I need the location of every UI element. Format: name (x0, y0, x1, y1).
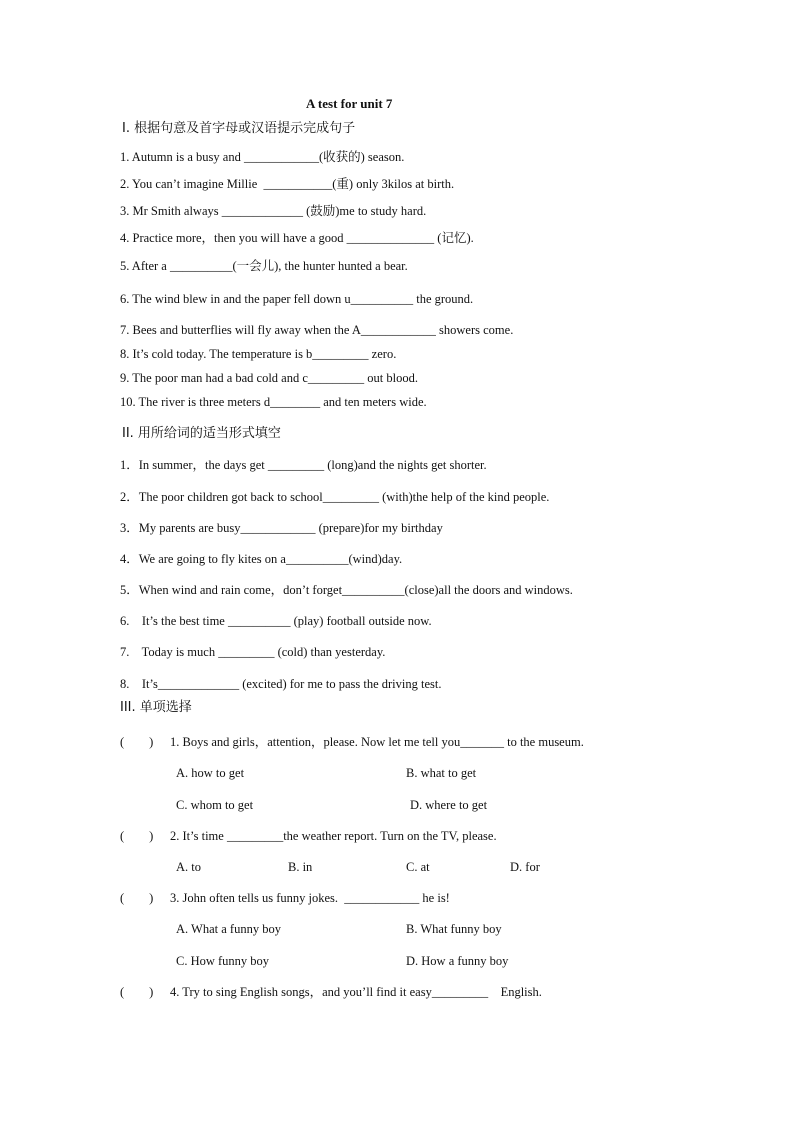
answer-bracket-q4: ( ) (120, 985, 154, 999)
s1-item-3: 3. Mr Smith always _____________ (鼓励)me to study hard. (120, 204, 427, 218)
s1-item-10: 10. The river is three meters d________ and ten meters wide. (120, 395, 427, 409)
q2-option-d: D. for (510, 860, 540, 874)
q2-option-c: C. at (406, 860, 430, 874)
s1-item-5: 5. After a __________(一会儿), the hunter hunted a bear. (120, 259, 408, 273)
answer-bracket-q2: ( ) (120, 829, 154, 843)
s2-item-1: 1．In summer，the days get _________ (long)and the nights get shorter. (120, 458, 487, 472)
q2-stem: 2. It’s time _________the weather report. Turn on the TV, please. (170, 829, 497, 843)
s2-item-5: 5．When wind and rain come，don’t forget__________(close)all the doors and windows. (120, 583, 573, 597)
s2-item-3: 3．My parents are busy____________ (prepare)for my birthday (120, 521, 443, 535)
q3-option-c: C. How funny boy (176, 954, 270, 968)
s2-item-7: 7. Today is much _________ (cold) than yesterday. (120, 645, 386, 659)
s1-item-7: 7. Bees and butterflies will fly away when the A____________ showers come. (120, 323, 514, 337)
s1-item-9: 9. The poor man had a bad cold and c_________ out blood. (120, 371, 418, 385)
s2-item-8: 8. It’s_____________ (excited) for me to pass the driving test. (120, 677, 442, 691)
q1-option-b: B. what to get (406, 766, 477, 780)
s1-item-1: 1. Autumn is a busy and ____________(收获的) season. (120, 150, 405, 164)
s2-item-4: 4．We are going to fly kites on a__________(wind)day. (120, 552, 403, 566)
q2-option-a: A. to (176, 860, 201, 874)
answer-bracket-q1: ( ) (120, 735, 154, 749)
q1-stem: 1. Boys and girls，attention，please. Now let me tell you_______ to the museum. (170, 735, 584, 749)
page-title: A test for unit 7 (306, 96, 393, 111)
q2-option-b: B. in (288, 860, 313, 874)
q3-option-a: A. What a funny boy (176, 922, 281, 936)
s1-item-4: 4. Practice more，then you will have a good ______________ (记忆). (120, 231, 474, 245)
q3-option-b: B. What funny boy (406, 922, 502, 936)
section-1-heading: Ⅰ. 根据句意及首字母或汉语提示完成句子 (122, 121, 356, 136)
q3-stem: 3. John often tells us funny jokes. ____________ he is! (170, 891, 450, 905)
section-2-heading: II. 用所给词的适当形式填空 (122, 426, 281, 441)
s1-item-6: 6. The wind blew in and the paper fell down u__________ the ground. (120, 292, 474, 306)
s2-item-2: 2．The poor children got back to school_________ (with)the help of the kind people. (120, 490, 550, 504)
section-3-heading: III. 单项选择 (120, 700, 192, 715)
q1-option-c: C. whom to get (176, 798, 254, 812)
q3-option-d: D. How a funny boy (406, 954, 509, 968)
q1-option-a: A. how to get (176, 766, 245, 780)
q4-stem: 4. Try to sing English songs，and you’ll find it easy_________ English. (170, 985, 542, 999)
s1-item-8: 8. It’s cold today. The temperature is b_________ zero. (120, 347, 397, 361)
answer-bracket-q3: ( ) (120, 891, 154, 905)
s1-item-2: 2. You can’t imagine Millie ___________(重) only 3kilos at birth. (120, 177, 455, 191)
q1-option-d: D. where to get (410, 798, 488, 812)
s2-item-6: 6. It’s the best time __________ (play) football outside now. (120, 614, 432, 628)
